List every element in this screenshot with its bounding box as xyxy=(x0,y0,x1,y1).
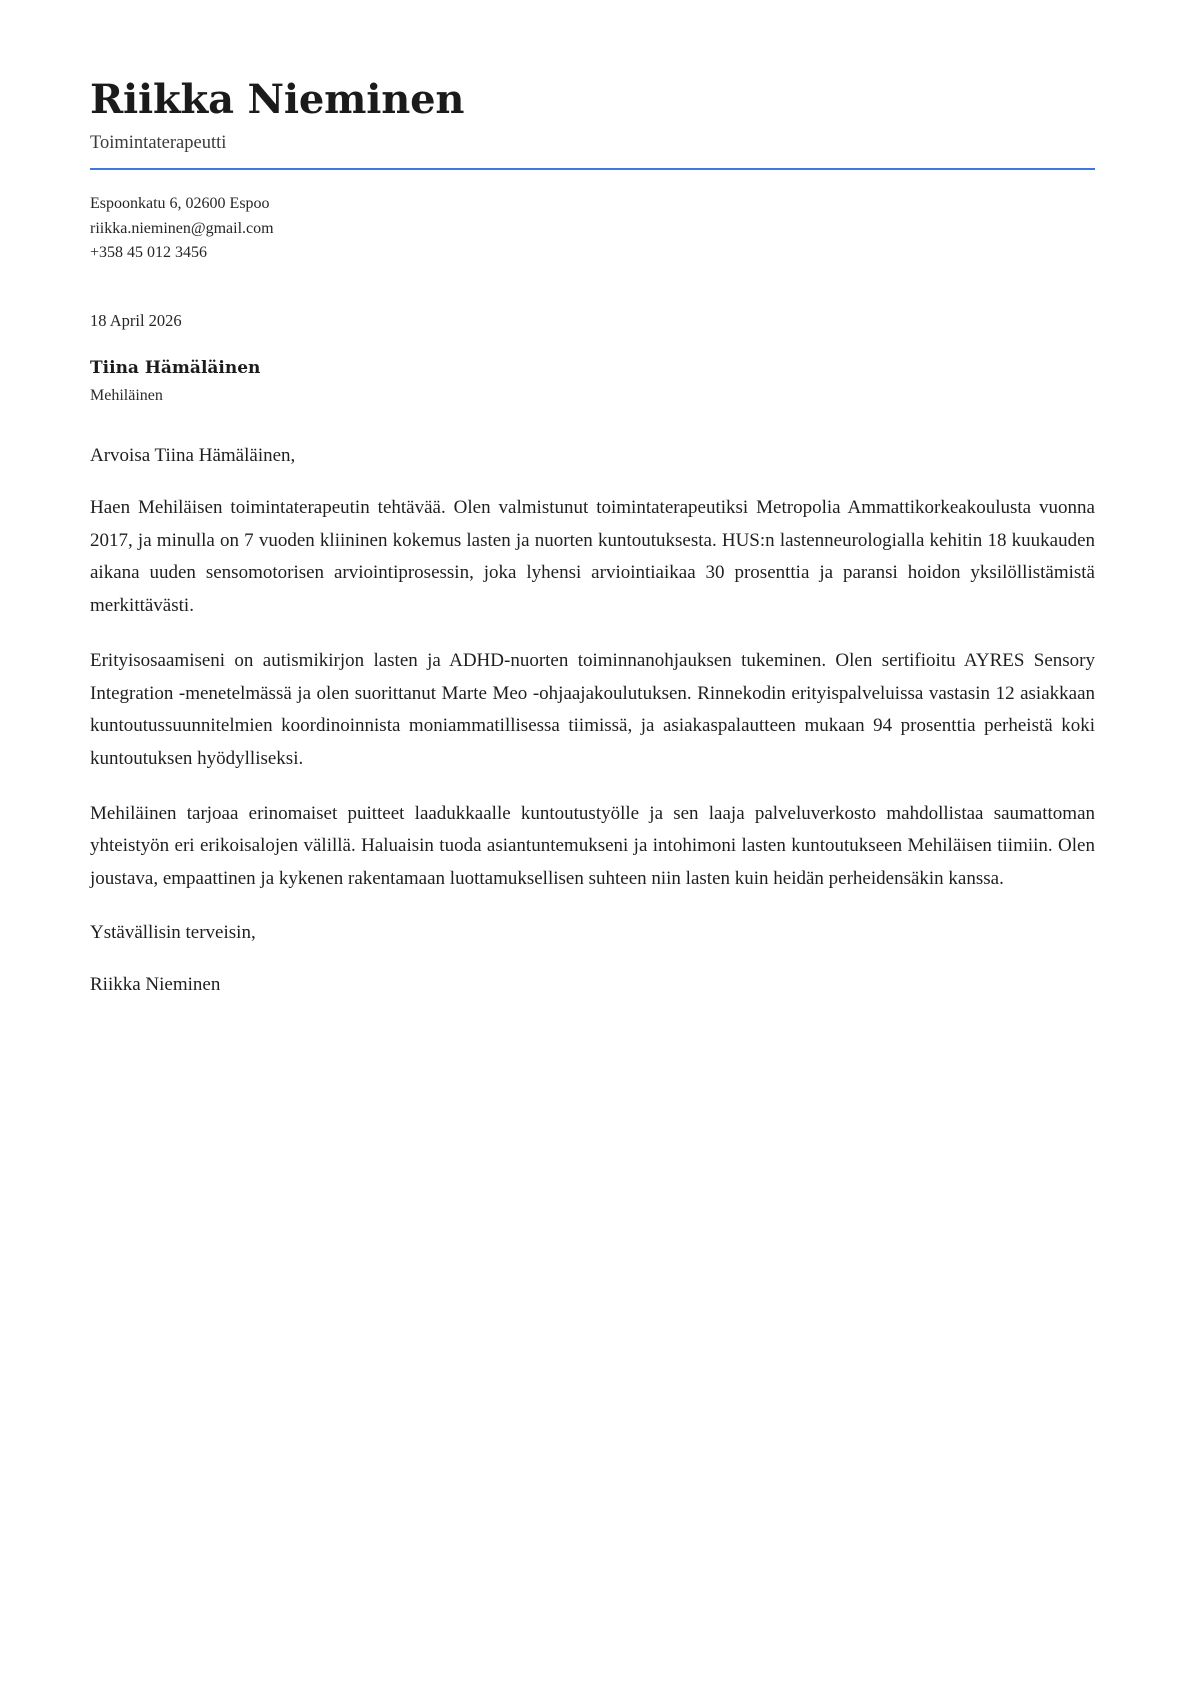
page-title: Riikka Nieminen xyxy=(90,76,465,123)
body-paragraph: Mehiläinen tarjoaa erinomaiset puitteet laadukkaalle kuntoutustyölle ja sen laaja palveluverkosto mahdollistaa saumattoman yhteistyön eri erikoisalojen välillä. Haluaisin tuoda asiantuntemukseni ja intohimoni lasten kuntoutukseen Mehiläisen tiimiin. Olen joustava, empaattinen ja kykenen rakentamaan luottamuksellisen suhteen niin lasten kuin heidän perheidensäkin kanssa. xyxy=(90,802,1095,889)
contact-address: Espoonkatu 6, 02600 Espoo xyxy=(90,195,270,213)
recipient-company: Mehiläinen xyxy=(90,386,163,404)
contact-phone: +358 45 012 3456 xyxy=(90,243,208,261)
letter-date: 18 April 2026 xyxy=(90,311,182,331)
recipient-name: Tiina Hämäläinen xyxy=(90,357,261,378)
contact-block xyxy=(90,192,1095,265)
contact-email[interactable]: riikka.nieminen@gmail.com xyxy=(90,219,274,237)
header-divider xyxy=(90,168,1095,170)
body-paragraph: Erityisosaamiseni on autismikirjon lasten ja ADHD-nuorten toiminnanohjauksen tukeminen. Olen sertifioitu AYRES Sensory Integration -menetelmässä ja olen suorittanut Marte Meo -ohjaajakoulutuksen. Rinnekodin erityispalveluissa vastasin 12 asiakkaan kuntoutussuunnitelmien koordinoinnista moniammatillisessa tiimissä, ja asiakaspalautteen mukaan 94 prosenttia perheistä koki kuntoutuksen hyödylliseksi. xyxy=(90,649,1095,769)
letter-header xyxy=(90,70,1095,170)
closing-line: Ystävällisin terveisin, xyxy=(90,921,256,943)
signature-name: Riikka Nieminen xyxy=(90,973,221,995)
candidate-job-title: Toimintaterapeutti xyxy=(90,133,227,153)
body-paragraph: Haen Mehiläisen toimintaterapeutin tehtävää. Olen valmistunut toimintaterapeutiksi Metropolia Ammattikorkeakoulusta vuonna 2017, ja minulla on 7 vuoden kliininen kokemus lasten ja nuorten kuntoutuksesta. HUS:n lastenneurologialla kehitin 18 kuukauden aikana uuden sensomotorisen arviointiprosessin, joka lyhensi arviointiaikaa 30 prosenttia ja paransi hoidon yksilöllistämistä merkittävästi. xyxy=(90,497,1095,617)
salutation: Arvoisa Tiina Hämäläinen, xyxy=(90,444,296,466)
recipient-block xyxy=(90,356,1095,407)
